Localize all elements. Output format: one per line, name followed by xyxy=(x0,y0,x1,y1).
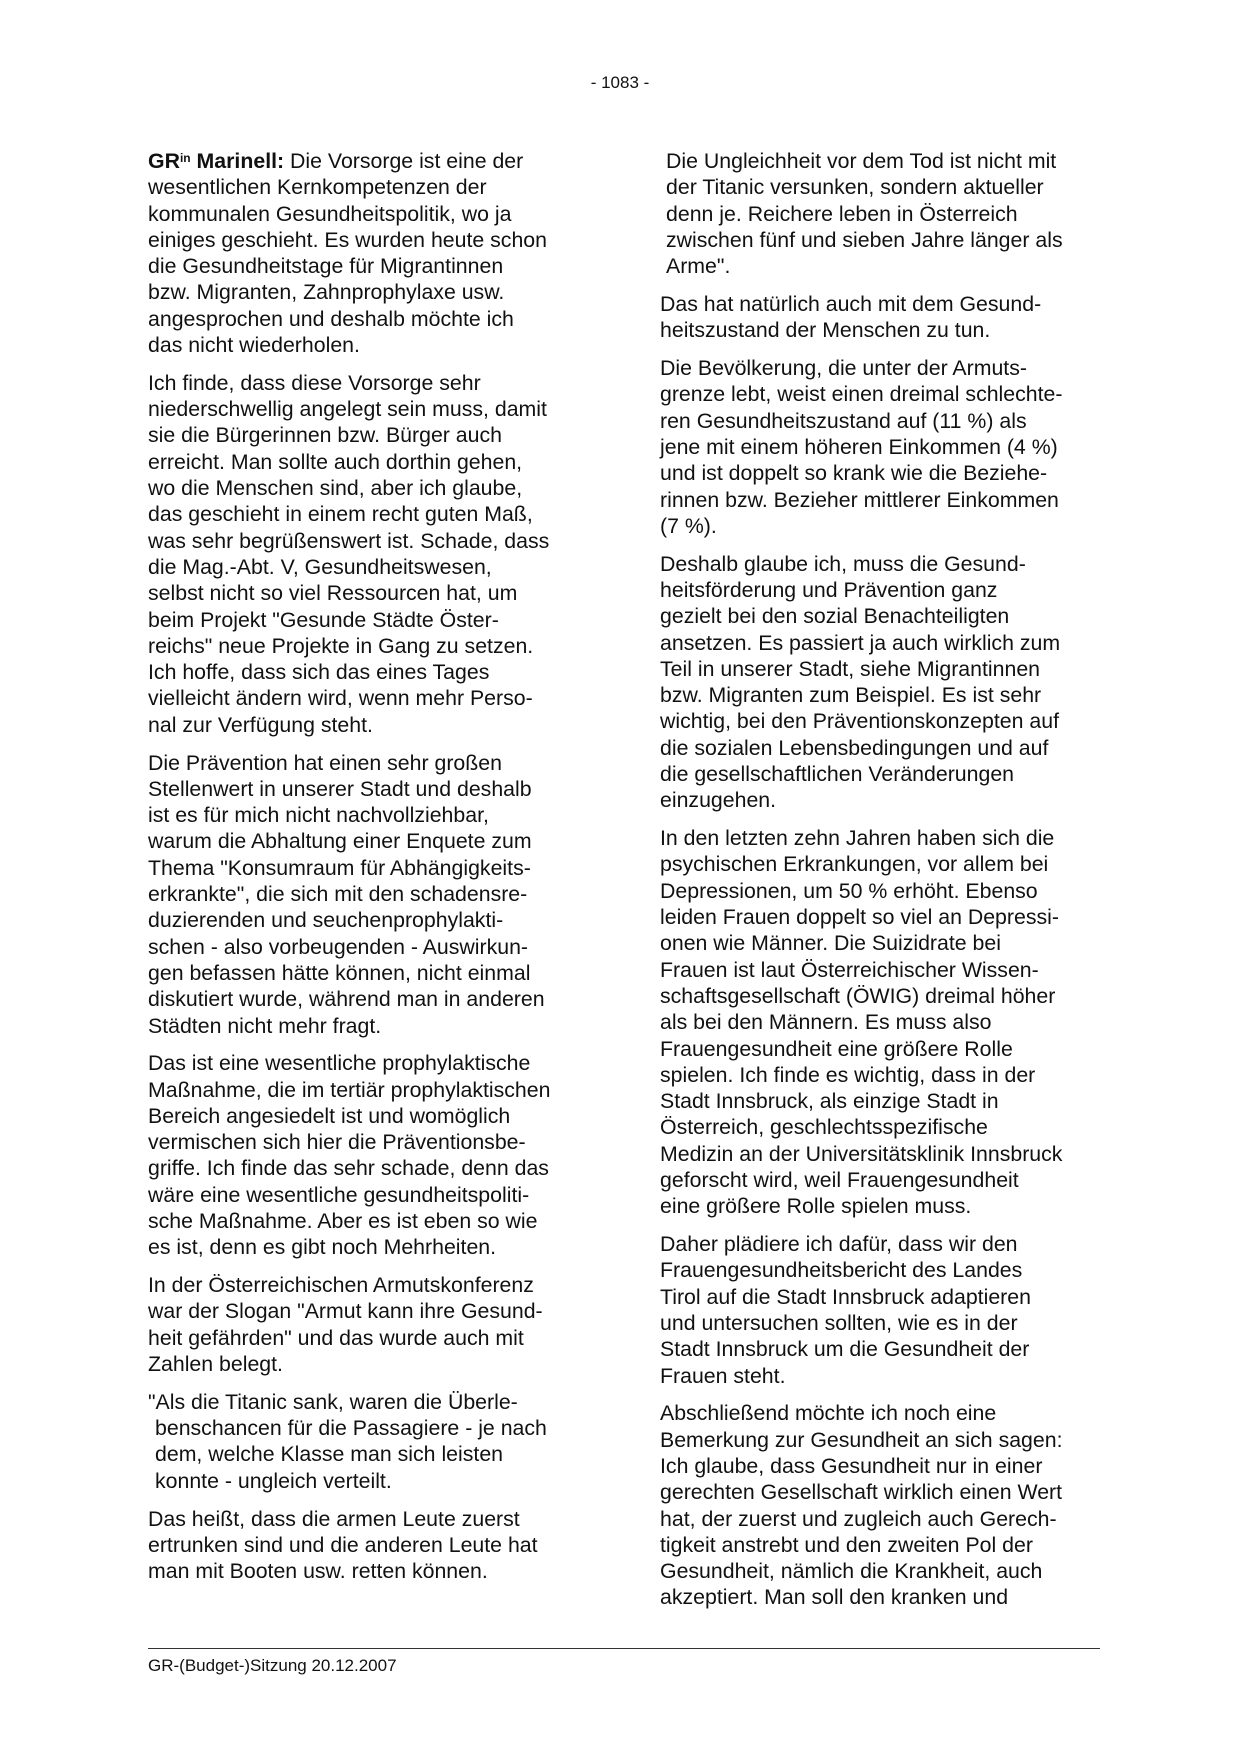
line: erkrankte", die sich mit den schadensre- xyxy=(148,882,528,907)
line: sche Maßnahme. Aber es ist eben so wie xyxy=(148,1209,538,1234)
line: Teil in unserer Stadt, siehe Migrantinnen xyxy=(660,656,1041,681)
line: vermischen sich hier die Präventionsbe- xyxy=(148,1130,526,1155)
line: Das heißt, dass die armen Leute zuerst xyxy=(148,1506,520,1531)
line: bzw. Migranten zum Beispiel. Es ist sehr xyxy=(660,683,1042,708)
paragraph xyxy=(148,1272,588,1377)
line: kommunalen Gesundheitspolitik, wo ja xyxy=(148,201,512,226)
line: Stadt Innsbruck, als einzige Stadt in xyxy=(660,1089,999,1114)
line: ansetzen. Es passiert ja auch wirklich zum xyxy=(660,630,1061,655)
line: ist es für mich nicht nachvollziehbar, xyxy=(148,803,489,828)
footer-session-label: GR-(Budget-)Sitzung 20.12.2007 xyxy=(148,1656,397,1675)
line: Das ist eine wesentliche prophylaktische xyxy=(148,1051,531,1076)
line: Frauengesundheitsbericht des Landes xyxy=(660,1258,1023,1283)
line: gen befassen hätte können, nicht einmal xyxy=(148,960,531,985)
line: zwischen fünf und sieben Jahre länger als xyxy=(666,227,1063,252)
line: Bereich angesiedelt ist und womöglich xyxy=(148,1103,511,1128)
line: und ist doppelt so krank wie die Beziehe- xyxy=(660,461,1048,486)
line: Frauengesundheit eine größere Rolle xyxy=(660,1036,1013,1061)
paragraph xyxy=(148,1506,588,1585)
line: und untersuchen sollten, wie es in der xyxy=(660,1310,1018,1335)
speaker-superscript: in xyxy=(179,151,191,165)
line: Tirol auf die Stadt Innsbruck adaptieren xyxy=(660,1284,1031,1309)
line: gerechten Gesellschaft wirklich einen Wert xyxy=(660,1480,1063,1505)
line: leiden Frauen doppelt so viel an Depressi- xyxy=(660,905,1059,930)
line: das geschieht in einem recht guten Maß, xyxy=(148,502,533,527)
line: (7 %). xyxy=(660,513,717,538)
paragraph xyxy=(660,825,1100,1219)
line: Die Ungleichheit vor dem Tod ist nicht mit xyxy=(666,149,1057,173)
footer-divider xyxy=(148,1648,1100,1649)
line: heitszustand der Menschen zu tun. xyxy=(660,318,991,343)
line: Die Bevölkerung, die unter der Armuts- xyxy=(660,356,1027,381)
line: selbst nicht so viel Ressourcen hat, um xyxy=(148,581,518,606)
line: was sehr begrüßenswert ist. Schade, dass xyxy=(148,528,550,553)
speaker-paragraph xyxy=(148,148,588,358)
line: ertrunken sind und die anderen Leute hat xyxy=(148,1532,538,1557)
paragraph xyxy=(660,551,1100,814)
speaker-prefix: GR xyxy=(148,149,180,173)
line: Österreich, geschlechtsspezifische xyxy=(660,1115,988,1140)
line: als bei den Männern. Es muss also xyxy=(660,1010,992,1035)
line: wesentlichen Kernkompetenzen der xyxy=(148,175,487,200)
line: Die Vorsorge ist eine der xyxy=(284,149,524,173)
line: reichs" neue Projekte in Gang zu setzen. xyxy=(148,633,534,658)
line: Ich glaube, dass Gesundheit nur in einer xyxy=(660,1453,1043,1478)
line: psychischen Erkrankungen, vor allem bei xyxy=(660,852,1049,877)
paragraph xyxy=(148,750,588,1039)
paragraph xyxy=(660,1231,1100,1389)
paragraph xyxy=(660,355,1100,539)
line: Zahlen belegt. xyxy=(148,1352,283,1377)
line: einzugehen. xyxy=(660,788,777,813)
line: Thema "Konsumraum für Abhängigkeits- xyxy=(148,855,531,880)
line: grenze lebt, weist einen dreimal schlechte- xyxy=(660,382,1063,407)
line: rinnen bzw. Bezieher mittlerer Einkommen xyxy=(660,487,1059,512)
line: Daher plädiere ich dafür, dass wir den xyxy=(660,1232,1018,1257)
line: Stadt Innsbruck um die Gesundheit der xyxy=(660,1337,1030,1362)
line: heit gefährden" und das wurde auch mit xyxy=(148,1325,524,1350)
line: benschancen für die Passagiere - je nach xyxy=(155,1416,547,1441)
right-column xyxy=(660,148,1100,1622)
line: Die Prävention hat einen sehr großen xyxy=(148,750,502,775)
line: Bemerkung zur Gesundheit an sich sagen: xyxy=(660,1427,1063,1452)
line: wichtig, bei den Präventionskonzepten auf xyxy=(660,709,1059,734)
line: denn je. Reichere leben in Österreich xyxy=(666,201,1018,226)
line: der Titanic versunken, sondern aktueller xyxy=(666,175,1044,200)
line: war der Slogan "Armut kann ihre Gesund- xyxy=(148,1299,543,1324)
paragraph xyxy=(148,1050,588,1260)
line: eine größere Rolle spielen muss. xyxy=(660,1194,972,1219)
line: Ich hoffe, dass sich das eines Tages xyxy=(148,660,490,685)
line: Frauen ist laut Österreichischer Wissen- xyxy=(660,957,1039,982)
line: beim Projekt "Gesunde Städte Öster- xyxy=(148,607,499,632)
line: schen - also vorbeugenden - Auswirkun- xyxy=(148,934,529,959)
line: ren Gesundheitszustand auf (11 %) als xyxy=(660,408,1027,433)
line: nal zur Verfügung steht. xyxy=(148,712,373,737)
line: duzierenden und seuchenprophylakti- xyxy=(148,908,504,933)
line: Abschließend möchte ich noch eine xyxy=(660,1401,997,1426)
line: sie die Bürgerinnen bzw. Bürger auch xyxy=(148,423,502,448)
line: Maßnahme, die im tertiär prophylaktischen xyxy=(148,1077,551,1102)
line: vielleicht ändern wird, wenn mehr Perso- xyxy=(148,686,533,711)
line: In der Österreichischen Armutskonferenz xyxy=(148,1273,534,1298)
paragraph xyxy=(660,291,1100,344)
speaker-label xyxy=(148,149,284,173)
quote-continuation xyxy=(660,148,1100,279)
line: Deshalb glaube ich, muss die Gesund- xyxy=(660,551,1026,576)
line: geforscht wird, weil Frauengesundheit xyxy=(660,1167,1019,1192)
line: erreicht. Man sollte auch dorthin gehen, xyxy=(148,449,523,474)
line: akzeptiert. Man soll den kranken und xyxy=(660,1585,1009,1610)
line: Medizin an der Universitätsklinik Innsbruck xyxy=(660,1141,1063,1166)
line: onen wie Männer. Die Suizidrate bei xyxy=(660,931,1001,956)
line: wo die Menschen sind, aber ich glaube, xyxy=(148,476,523,501)
line: Depressionen, um 50 % erhöht. Ebenso xyxy=(660,878,1038,903)
line: In den letzten zehn Jahren haben sich die xyxy=(660,826,1055,851)
line: jene mit einem höheren Einkommen (4 %) xyxy=(660,434,1058,459)
line: "Als die Titanic sank, waren die Überle- xyxy=(148,1389,518,1414)
line: spielen. Ich finde es wichtig, dass in der xyxy=(660,1062,1036,1087)
line: die Mag.-Abt. V, Gesundheitswesen, xyxy=(148,554,492,579)
line: angesprochen und deshalb möchte ich xyxy=(148,306,514,331)
line: Gesundheit, nämlich die Krankheit, auch xyxy=(660,1559,1043,1584)
line: heitsförderung und Prävention ganz xyxy=(660,577,998,602)
line: schaftsgesellschaft (ÖWIG) dreimal höher xyxy=(660,983,1056,1008)
line: die Gesundheitstage für Migrantinnen xyxy=(148,254,504,279)
line: diskutiert wurde, während man in anderen xyxy=(148,987,545,1012)
line: es ist, denn es gibt noch Mehrheiten. xyxy=(148,1235,497,1260)
page-number: - 1083 - xyxy=(590,73,650,92)
speaker-name: Marinell: xyxy=(196,149,285,173)
line: griffe. Ich finde das sehr schade, denn das xyxy=(148,1156,549,1181)
line: Städten nicht mehr fragt. xyxy=(148,1013,382,1038)
paragraph xyxy=(148,370,588,738)
line: konnte - ungleich verteilt. xyxy=(155,1468,392,1493)
line: dem, welche Klasse man sich leisten xyxy=(155,1442,504,1467)
line: wäre eine wesentliche gesundheitspoliti- xyxy=(148,1182,530,1207)
line: warum die Abhaltung einer Enquete zum xyxy=(148,829,532,854)
line: einiges geschieht. Es wurden heute schon xyxy=(148,227,547,252)
line: man mit Booten usw. retten können. xyxy=(148,1559,488,1584)
line: Frauen steht. xyxy=(660,1363,786,1388)
line: die sozialen Lebensbedingungen und auf xyxy=(660,735,1049,760)
line: das nicht wiederholen. xyxy=(148,333,360,358)
line: hat, der zuerst und zugleich auch Gerech- xyxy=(660,1506,1057,1531)
line: niederschwellig angelegt sein muss, damit xyxy=(148,397,547,422)
line: Stellenwert in unserer Stadt und deshalb xyxy=(148,776,532,801)
line: Das hat natürlich auch mit dem Gesund- xyxy=(660,291,1042,316)
quote-paragraph xyxy=(148,1389,588,1494)
paragraph xyxy=(660,1400,1100,1610)
line: Ich finde, dass diese Vorsorge sehr xyxy=(148,370,481,395)
left-column xyxy=(148,148,588,1596)
line: bzw. Migranten, Zahnprophylaxe usw. xyxy=(148,280,505,305)
line: tigkeit anstrebt und den zweiten Pol der xyxy=(660,1532,1033,1557)
line: gezielt bei den sozial Benachteiligten xyxy=(660,604,1010,629)
line: Arme". xyxy=(666,254,731,279)
line: die gesellschaftlichen Veränderungen xyxy=(660,762,1015,787)
